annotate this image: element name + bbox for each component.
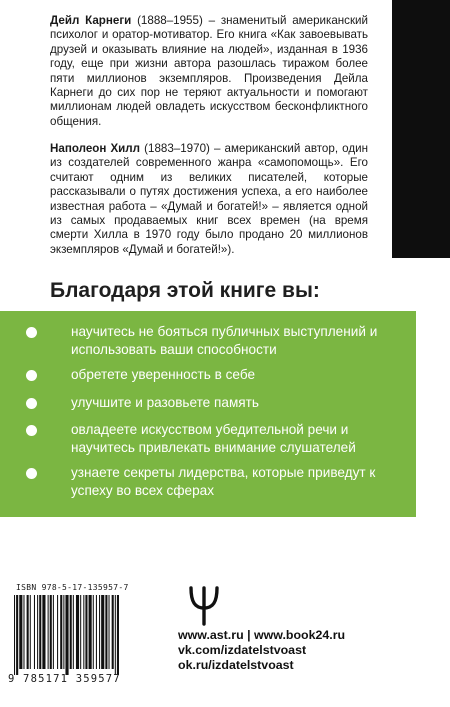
- author-name: Дейл Карнеги: [50, 14, 132, 27]
- link-vk[interactable]: vk.com/izdatelstvoast: [178, 643, 307, 657]
- bullet-dot-icon: [26, 370, 37, 381]
- publisher-links: [178, 628, 418, 673]
- benefit-text: овладеете искусством убедительной речи и научитесь привлекать внимание слушателей: [71, 422, 356, 455]
- link-websites[interactable]: www.ast.ru | www.book24.ru: [178, 628, 346, 642]
- bullet-dot-icon: [26, 425, 37, 436]
- benefit-item: [20, 464, 416, 500]
- benefit-text: улучшите и разовьете память: [71, 395, 259, 410]
- benefit-item: [20, 323, 416, 359]
- benefits-panel: [0, 311, 416, 517]
- bullet-dot-icon: [26, 398, 37, 409]
- benefit-item: [20, 394, 416, 412]
- link-ok[interactable]: ok.ru/izdatelstvoast: [178, 658, 294, 672]
- barcode-digits: 9 785171 359577: [8, 673, 121, 685]
- author-bio-text: (1888–1955) – знаменитый американский психолог и оратор-мотиватор. Его книга «Как завоевывать друзей и оказывать влияние на людей», изданная в 1936 году, еще при жизни автора разошлась тиражом более пяти миллионов экземпляров. Произведения Дейла Карнеги до сих пор не теряют актуальности и помогают миллионам людей овладеть искусством бесконфликтного общения.: [50, 14, 368, 128]
- author-bio-hill: [50, 142, 368, 257]
- benefits-heading: Благодаря этой книге вы:: [50, 279, 320, 302]
- benefit-text: обретете уверенность в себе: [71, 367, 256, 382]
- benefit-item: [20, 366, 416, 384]
- benefit-text: научитесь не бояться публичных выступлений и использовать ваши способности: [71, 324, 378, 357]
- benefit-text: узнаете секреты лидерства, которые приведут к успеху во всех сферах: [71, 465, 376, 498]
- black-edge-tab: [392, 0, 450, 258]
- bullet-dot-icon: [26, 468, 37, 479]
- author-name: Наполеон Хилл: [50, 142, 141, 155]
- author-bio-carnegie: [50, 14, 368, 129]
- isbn-text: ISBN 978-5-17-135957-7: [16, 583, 129, 592]
- bullet-dot-icon: [26, 327, 37, 338]
- barcode-block: [8, 583, 158, 693]
- barcode-icon: [8, 595, 158, 675]
- benefit-item: [20, 421, 416, 457]
- author-bio-text: (1883–1970) – американский автор, один из создателей современного жанра «самопомощь». Его считают одним из великих писателей, которые рассказывали о путях достижения успеха, а его наиболее известная работа – «Думай и богатей!» – является одной из самых продаваемых книг всех времен (на время смерти Хилла в 1970 году было продано 20 миллионов экземпляров «Думай и богатей!»).: [50, 142, 368, 256]
- psi-trident-icon: [186, 586, 222, 626]
